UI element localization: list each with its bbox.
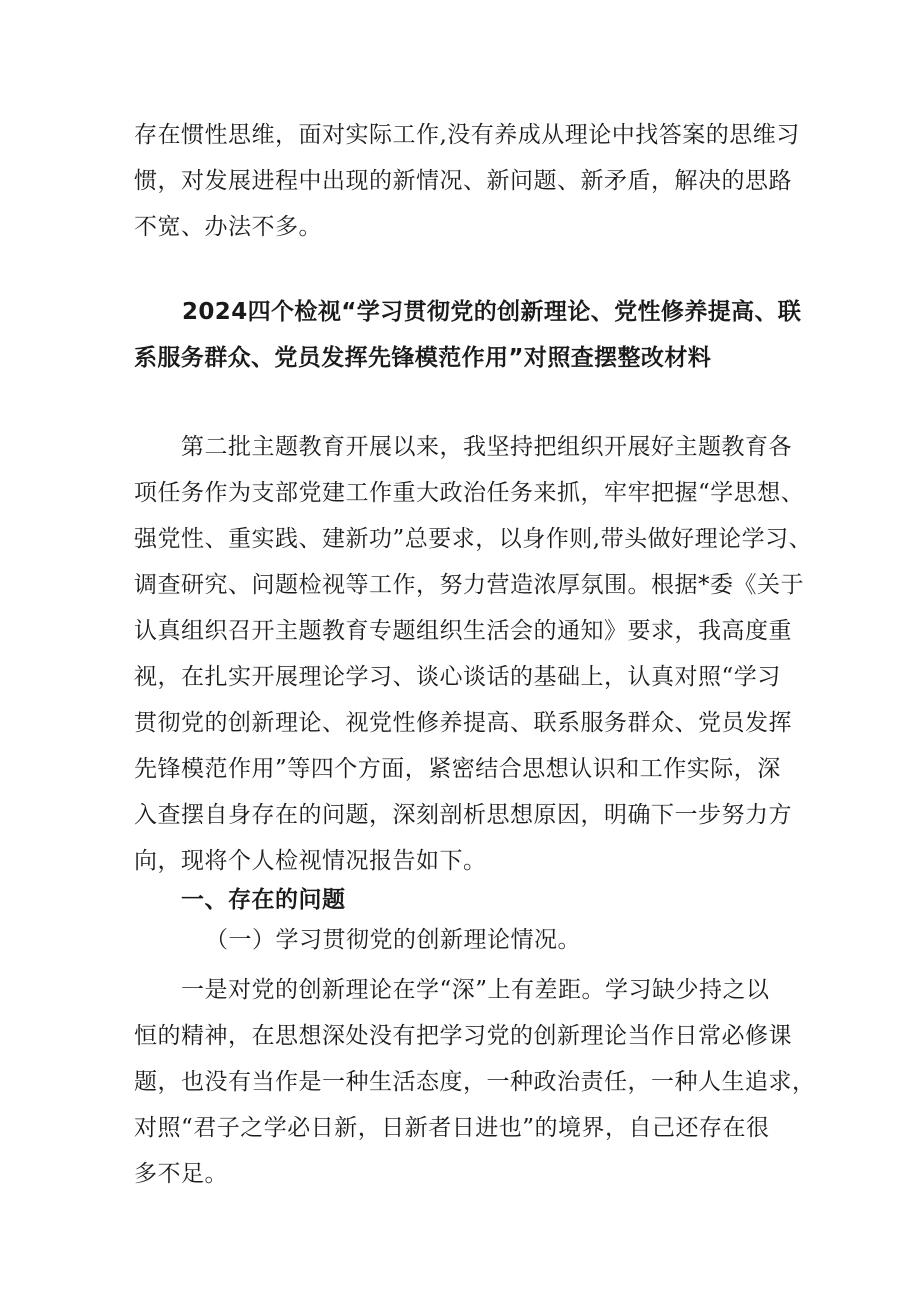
paragraph-line: 多不足。 <box>134 1161 228 1187</box>
paragraph-line: 题，也没有当作是一种生活态度，一种政治责任，一种人生追求， <box>134 1069 816 1095</box>
paragraph-line: 视，在扎实开展理论学习、谈心谈话的基础上，认真对照“学习 <box>134 664 781 690</box>
paragraph-line: 认真组织召开主题教育专题组织生活会的通知》要求，我高度重 <box>134 618 792 644</box>
paragraph-line: 对照“君子之学必日新，日新者日进也”的境界，自己还存在很 <box>134 1115 770 1141</box>
paragraph-line: 项任务作为支部党建工作重大政治任务来抓，牢牢把握“学思想、 <box>134 480 805 506</box>
paragraph-line: 惯，对发展进程中出现的新情况、新问题、新矛盾，解决的思路 <box>134 168 792 194</box>
document-title: 系服务群众、党员发挥先锋模范作用”对照查摆整改材料 <box>134 345 712 371</box>
paragraph-line: 入查摆自身存在的问题，深刻剖析思想原因，明确下一步努力方 <box>134 802 792 828</box>
document-title: 2024四个检视“学习贯彻党的创新理论、党性修养提高、联 <box>182 299 802 325</box>
section-heading: 一、存在的问题 <box>181 887 346 913</box>
paragraph-line: 先锋模范作用”等四个方面，紧密结合思想认识和工作实际，深 <box>134 756 781 782</box>
paragraph-line: 第二批主题教育开展以来，我坚持把组织开展好主题教育各 <box>181 434 792 460</box>
paragraph-line: 一是对党的创新理论在学“深”上有差距。学习缺少持之以 <box>181 977 770 1003</box>
paragraph-line: 调查研究、问题检视等工作，努力营造浓厚氛围。根据*委《关于 <box>134 572 804 598</box>
subsection-heading: （一）学习贯彻党的创新理论情况。 <box>205 927 581 953</box>
paragraph-line: 存在惯性思维，面对实际工作,没有养成从理论中找答案的思维习 <box>134 122 800 148</box>
paragraph-line: 向，现将个人检视情况报告如下。 <box>134 848 487 874</box>
paragraph-line: 贯彻党的创新理论、视党性修养提高、联系服务群众、党员发挥 <box>134 710 792 736</box>
paragraph-line: 强党性、重实践、建新功”总要求，以身作则,带头做好理论学习、 <box>134 526 813 552</box>
paragraph-line: 恒的精神，在思想深处没有把学习党的创新理论当作日常必修课 <box>134 1023 792 1049</box>
paragraph-line: 不宽、办法不多。 <box>134 214 322 240</box>
